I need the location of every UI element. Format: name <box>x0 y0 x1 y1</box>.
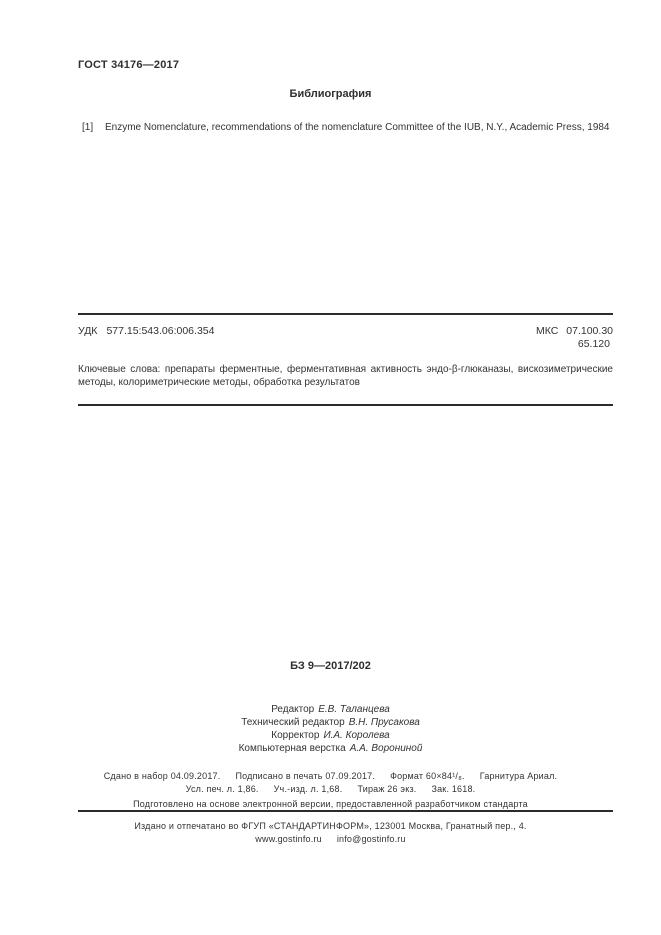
publisher-block <box>0 820 661 846</box>
credit-role: Технический редактор <box>241 717 345 728</box>
imprint-typeset-date: Сдано в набор 04.09.2017. <box>103 771 221 781</box>
mks-line-1 <box>536 325 613 338</box>
imprint-typeface: Гарнитура Ариал. <box>479 771 558 781</box>
credit-role: Корректор <box>271 730 320 741</box>
imprint-order-number: Зак. 1618. <box>431 784 476 794</box>
section-title-bibliography: Библиография <box>289 88 372 100</box>
credit-role: Редактор <box>271 704 315 715</box>
udk-label: УДК <box>78 325 98 337</box>
credit-role: Компьютерная верстка <box>238 743 346 754</box>
horizontal-rule-middle <box>78 404 613 406</box>
mks-value-2: 65.120 <box>577 338 610 350</box>
credit-line-editor <box>0 703 661 716</box>
imprint-print-date: Подписано в печать 07.09.2017. <box>235 771 376 781</box>
imprint-line-2 <box>0 783 661 796</box>
publisher-address: Издано и отпечатано во ФГУП «СТАНДАРТИНФОРМ», 123001 Москва, Гранатный пер., 4. <box>134 821 527 831</box>
keywords-paragraph: Ключевые слова: препараты ферментные, ферментативная активность эндо-β-глюканазы, вискозиметрические методы, колориметрические методы, обработка результатов <box>78 364 613 388</box>
imprint-note: Подготовлено на основе электронной версии, предоставленной разработчиком стандарта <box>133 799 528 809</box>
publisher-email: info@gostinfo.ru <box>336 834 406 844</box>
publisher-website: www.gostinfo.ru <box>255 834 322 844</box>
horizontal-rule-bottom <box>78 810 613 812</box>
classification-row <box>78 325 613 351</box>
imprint-format: Формат 60×84¹/₈. <box>390 771 465 781</box>
bibliography-entry <box>78 121 613 134</box>
issue-code: БЗ 9—2017/202 <box>290 660 371 672</box>
credit-line-corrector <box>0 729 661 742</box>
credit-name: В.Н. Прусакова <box>348 717 420 728</box>
credits-block <box>0 703 661 755</box>
publisher-contacts <box>0 833 661 846</box>
credit-name: И.А. Королева <box>323 730 390 741</box>
document-code: ГОСТ 34176—2017 <box>78 59 180 71</box>
imprint-circulation: Тираж 26 экз. <box>357 784 417 794</box>
imprint-publisher-sheets: Уч.-изд. л. 1,68. <box>273 784 343 794</box>
credit-name: А.А. Ворониной <box>349 743 423 754</box>
credit-line-layout <box>0 742 661 755</box>
mks-value-1: 07.100.30 <box>566 325 613 337</box>
imprint-block <box>0 770 661 811</box>
udk-value: 577.15:543.06:006.354 <box>106 325 215 337</box>
credit-line-technical-editor <box>0 716 661 729</box>
horizontal-rule-top <box>78 313 613 315</box>
imprint-printed-sheets: Усл. печ. л. 1,86. <box>185 784 259 794</box>
mks-codes <box>536 325 613 351</box>
udk-code <box>78 325 214 338</box>
mks-label: МКС <box>535 325 559 337</box>
bibliography-entry-text: Enzyme Nomenclature, recommendations of the nomenclature Committee of the IUB, N.Y., Academic Press, 1984 <box>105 122 610 133</box>
bibliography-entry-marker: [1] <box>82 122 94 133</box>
imprint-line-1 <box>0 770 661 783</box>
credit-name: Е.В. Таланцева <box>318 704 390 715</box>
